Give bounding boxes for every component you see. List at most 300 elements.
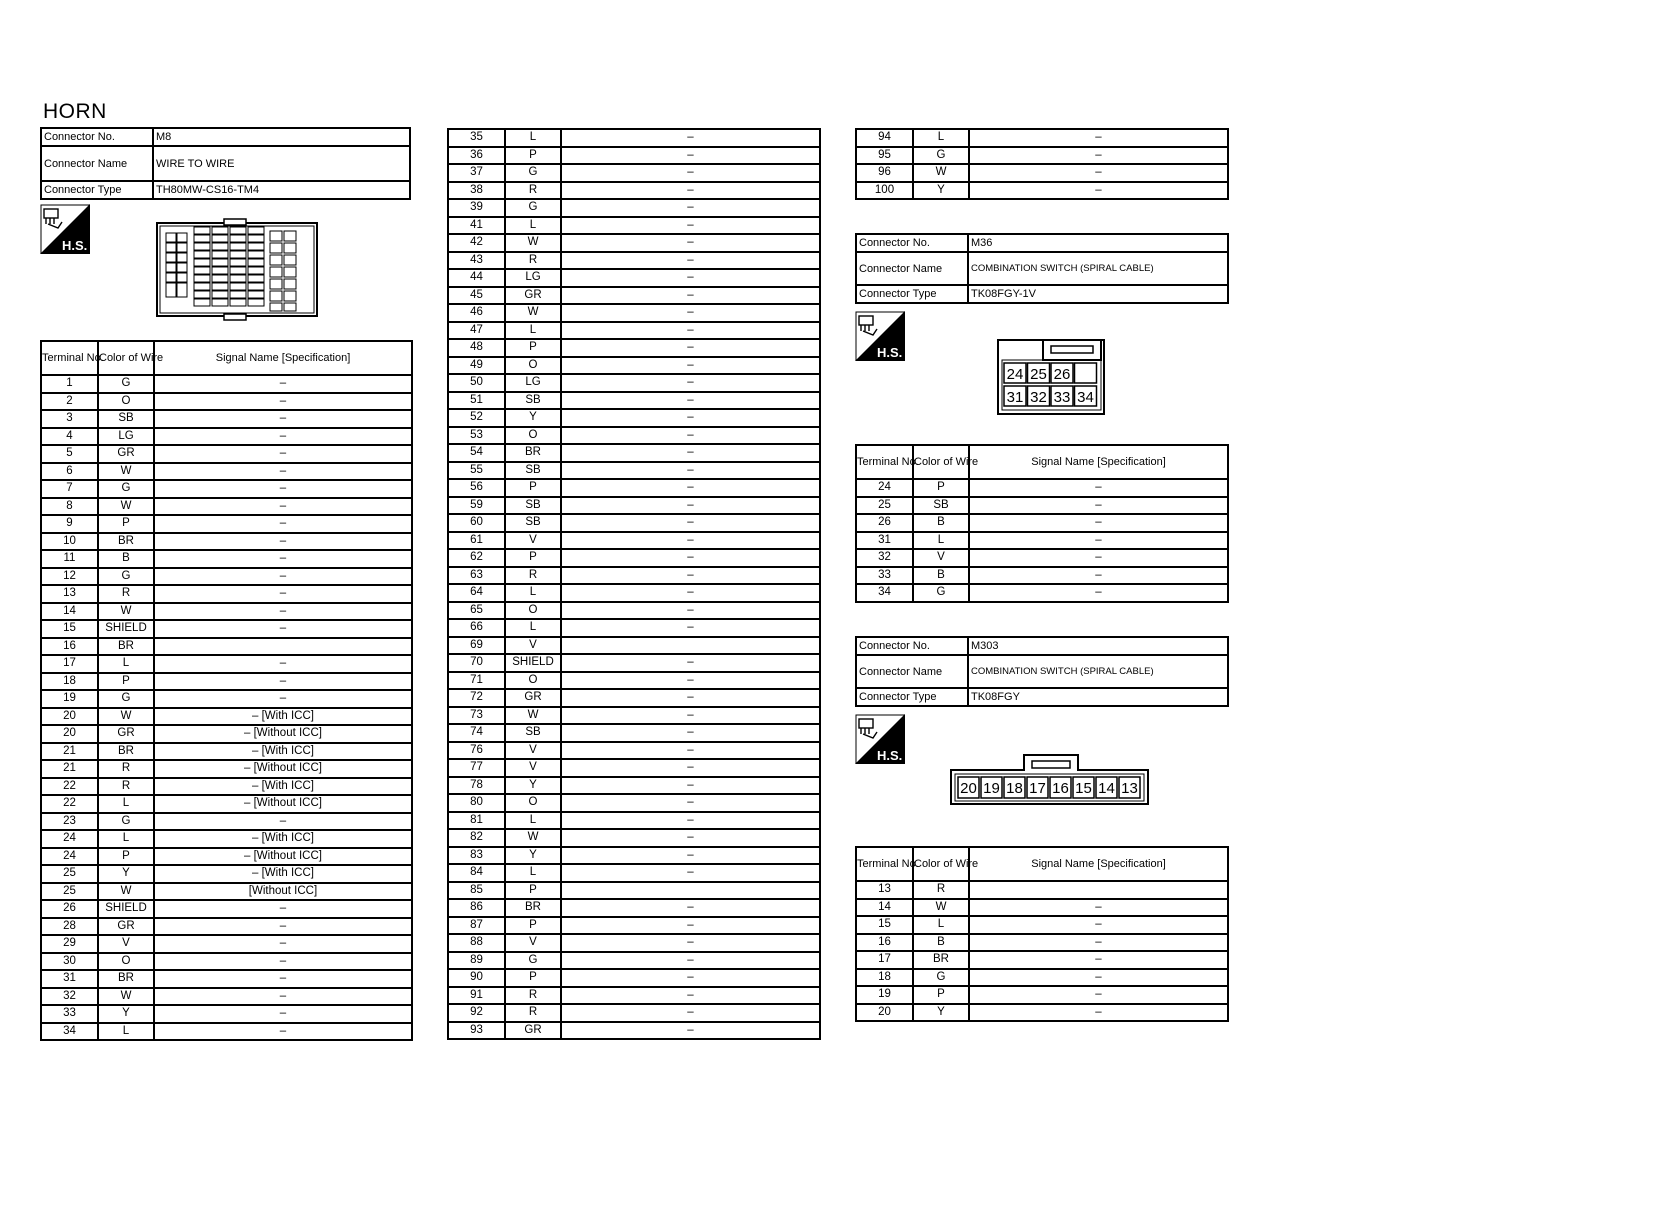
wire-color-cell: Y [505, 847, 561, 865]
wire-color-cell: SB [98, 410, 154, 428]
signal-cell: – [561, 164, 820, 182]
signal-cell: – [969, 147, 1228, 165]
terminal-cell: 53 [448, 427, 505, 445]
wire-color-cell: G [913, 147, 969, 165]
wire-color-cell: SHIELD [98, 900, 154, 918]
signal-cell: – [561, 1004, 820, 1022]
wire-color-cell: BR [505, 899, 561, 917]
pin-label: 31 [1006, 389, 1024, 406]
terminal-cell: 6 [41, 463, 98, 481]
table-row [448, 427, 820, 445]
signal-cell: – [561, 339, 820, 357]
signal-cell: – [561, 322, 820, 340]
terminal-cell: 9 [41, 515, 98, 533]
wire-color-cell: O [505, 672, 561, 690]
terminal-cell: 47 [448, 322, 505, 340]
table-row [856, 916, 1228, 934]
terminal-cell: 77 [448, 759, 505, 777]
wire-color-cell: O [505, 602, 561, 620]
signal-cell: – [561, 479, 820, 497]
wire-color-cell: R [505, 182, 561, 200]
table-row [448, 864, 820, 882]
table-row [448, 147, 820, 165]
wire-color-cell: P [913, 986, 969, 1004]
table-row [448, 917, 820, 935]
table-row [448, 374, 820, 392]
table-row [448, 532, 820, 550]
signal-cell [969, 881, 1228, 899]
wire-color-cell: W [505, 304, 561, 322]
wire-color-cell: W [98, 988, 154, 1006]
signal-cell: – [561, 392, 820, 410]
terminal-cell: 41 [448, 217, 505, 235]
wire-color-cell: BR [98, 638, 154, 656]
terminal-cell: 21 [41, 760, 98, 778]
table-row [856, 986, 1228, 1004]
terminal-cell: 29 [41, 935, 98, 953]
signal-cell: – [561, 409, 820, 427]
terminal-cell: 24 [41, 830, 98, 848]
table-row [448, 812, 820, 830]
signal-cell: – [561, 462, 820, 480]
wire-color-cell: L [505, 129, 561, 147]
table-row [856, 182, 1228, 200]
table-row [448, 724, 820, 742]
table-row [448, 602, 820, 620]
signal-cell: – [561, 1022, 820, 1040]
terminal-cell: 3 [41, 410, 98, 428]
signal-cell: – [561, 304, 820, 322]
signal-cell: – [561, 252, 820, 270]
signal-cell: – [561, 672, 820, 690]
m36-terminal-table [855, 444, 1229, 603]
signal-cell: – [561, 619, 820, 637]
table-row [448, 252, 820, 270]
terminal-cell: 37 [448, 164, 505, 182]
signal-cell: – [561, 987, 820, 1005]
signal-cell: – [969, 951, 1228, 969]
terminal-cell: 95 [856, 147, 913, 165]
signal-cell: – [561, 794, 820, 812]
terminal-header: Terminal No. [41, 341, 98, 375]
pin-label: 26 [1053, 366, 1071, 383]
terminal-cell: 36 [448, 147, 505, 165]
signal-cell [561, 882, 820, 900]
wire-color-cell: P [98, 515, 154, 533]
terminal-cell: 91 [448, 987, 505, 1005]
terminal-cell: 70 [448, 654, 505, 672]
wire-color-cell: P [505, 917, 561, 935]
terminal-cell: 65 [448, 602, 505, 620]
pin-label: 17 [1029, 780, 1046, 797]
table-row [448, 269, 820, 287]
wire-color-cell: G [913, 969, 969, 987]
terminal-header: Terminal No. [856, 847, 913, 881]
signal-cell: – [Without ICC] [154, 795, 412, 813]
terminal-cell: 13 [856, 881, 913, 899]
wire-color-cell: Y [913, 1004, 969, 1022]
wire-color-cell: P [505, 969, 561, 987]
table-row [41, 865, 412, 883]
table-row [856, 514, 1228, 532]
table-row [448, 129, 820, 147]
signal-cell: – [969, 584, 1228, 602]
table-row [856, 164, 1228, 182]
wire-color-cell: P [505, 339, 561, 357]
wire-color-cell: V [505, 742, 561, 760]
wire-color-cell: L [505, 584, 561, 602]
signal-cell: – [561, 724, 820, 742]
signal-cell: – [561, 864, 820, 882]
terminal-cell: 22 [41, 795, 98, 813]
terminal-cell: 82 [448, 829, 505, 847]
terminal-cell: 19 [856, 986, 913, 1004]
table-row [448, 304, 820, 322]
m8-connector-diagram [156, 219, 319, 321]
signal-cell: – [154, 970, 412, 988]
terminal-cell: 5 [41, 445, 98, 463]
terminal-cell: 31 [41, 970, 98, 988]
table-row [41, 690, 412, 708]
table-row [41, 708, 412, 726]
table-row [856, 549, 1228, 567]
connector-type-label: Connector Type [41, 181, 153, 199]
wire-color-cell: W [913, 899, 969, 917]
table-row [448, 777, 820, 795]
table-row [448, 182, 820, 200]
signal-cell: – [969, 532, 1228, 550]
wire-color-cell: SB [505, 462, 561, 480]
table-row [448, 584, 820, 602]
wire-color-cell: B [913, 514, 969, 532]
table-row [448, 1004, 820, 1022]
signal-cell: – [969, 916, 1228, 934]
signal-cell: – [561, 444, 820, 462]
wire-color-cell: L [98, 655, 154, 673]
terminal-cell: 22 [41, 778, 98, 796]
terminal-cell: 30 [41, 953, 98, 971]
signal-cell: – [561, 777, 820, 795]
table-row [41, 883, 412, 901]
terminal-cell: 43 [448, 252, 505, 270]
terminal-cell: 93 [448, 1022, 505, 1040]
wire-color-cell: B [98, 550, 154, 568]
signal-cell: – [561, 234, 820, 252]
signal-cell: – [969, 182, 1228, 200]
terminal-cell: 76 [448, 742, 505, 760]
wire-color-cell: O [98, 953, 154, 971]
signal-cell: – [969, 934, 1228, 952]
wire-color-cell: LG [505, 269, 561, 287]
terminal-cell: 45 [448, 287, 505, 305]
wire-color-cell: L [505, 217, 561, 235]
table-row [856, 934, 1228, 952]
hs-label: H.S. [877, 748, 903, 763]
signal-cell: – [561, 917, 820, 935]
wire-color-cell: V [505, 934, 561, 952]
table-row [41, 743, 412, 761]
signal-cell: – [969, 514, 1228, 532]
table-row [41, 760, 412, 778]
terminal-cell: 28 [41, 918, 98, 936]
table-row [856, 567, 1228, 585]
terminal-cell: 2 [41, 393, 98, 411]
wire-color-cell: V [505, 637, 561, 655]
signal-cell: – [154, 515, 412, 533]
table-row [41, 620, 412, 638]
signal-cell: – [154, 988, 412, 1006]
wire-color-cell: O [505, 357, 561, 375]
signal-cell: – [With ICC] [154, 865, 412, 883]
signal-cell: – [Without ICC] [154, 848, 412, 866]
terminal-cell: 33 [856, 567, 913, 585]
terminal-cell: 10 [41, 533, 98, 551]
connector-type-value: TH80MW-CS16-TM4 [153, 181, 410, 199]
signal-cell: – [561, 357, 820, 375]
table-row [448, 234, 820, 252]
connector-no-value: M303 [968, 637, 1228, 655]
table-row [41, 725, 412, 743]
connector-name-value: COMBINATION SWITCH (SPIRAL CABLE) [968, 655, 1228, 688]
signal-cell: – [Without ICC] [154, 760, 412, 778]
terminal-cell: 35 [448, 129, 505, 147]
wire-color-cell: BR [913, 951, 969, 969]
table-row [448, 409, 820, 427]
signal-cell: – [154, 1023, 412, 1041]
wire-color-cell: W [505, 829, 561, 847]
connector-type-label: Connector Type [856, 285, 968, 303]
table-row [41, 550, 412, 568]
table-row [41, 988, 412, 1006]
signal-cell: – [969, 899, 1228, 917]
table-row [448, 567, 820, 585]
wire-color-cell: SB [505, 392, 561, 410]
color-header: Color of Wire [913, 445, 969, 479]
signal-cell: – [561, 514, 820, 532]
hs-badge-icon [855, 311, 905, 361]
m36-connector-diagram [997, 339, 1105, 415]
terminal-cell: 61 [448, 532, 505, 550]
table-row [41, 445, 412, 463]
table-row [41, 515, 412, 533]
wire-color-cell: SB [505, 724, 561, 742]
signal-cell: – [With ICC] [154, 708, 412, 726]
signal-cell: – [969, 497, 1228, 515]
signal-cell: – [561, 217, 820, 235]
signal-header: Signal Name [Specification] [969, 445, 1228, 479]
table-row [41, 585, 412, 603]
wire-color-cell: R [505, 252, 561, 270]
table-row [448, 969, 820, 987]
wire-color-cell: B [913, 934, 969, 952]
table-row [41, 428, 412, 446]
table-row [41, 953, 412, 971]
table-row [448, 619, 820, 637]
signal-cell: – [154, 393, 412, 411]
table-row [448, 1022, 820, 1040]
terminal-cell: 12 [41, 568, 98, 586]
table-row [448, 549, 820, 567]
connector-name-label: Connector Name [856, 655, 968, 688]
terminal-cell: 50 [448, 374, 505, 392]
terminal-cell: 48 [448, 339, 505, 357]
table-row [856, 1004, 1228, 1022]
hs-label: H.S. [877, 345, 903, 360]
wire-color-cell: W [98, 498, 154, 516]
signal-cell: – [154, 585, 412, 603]
wire-color-cell: LG [98, 428, 154, 446]
terminal-cell: 46 [448, 304, 505, 322]
wire-color-cell: L [913, 532, 969, 550]
signal-cell: – [561, 654, 820, 672]
table-row [448, 199, 820, 217]
wire-color-cell: V [505, 532, 561, 550]
pin-label: 33 [1053, 389, 1071, 406]
terminal-cell: 73 [448, 707, 505, 725]
signal-cell: – [969, 549, 1228, 567]
table-row [41, 498, 412, 516]
terminal-cell: 13 [41, 585, 98, 603]
connector-no-label: Connector No. [41, 128, 153, 146]
wire-color-cell: GR [98, 445, 154, 463]
signal-cell: – [561, 497, 820, 515]
terminal-cell: 81 [448, 812, 505, 830]
signal-cell: – [154, 410, 412, 428]
connector-name-value: COMBINATION SWITCH (SPIRAL CABLE) [968, 252, 1228, 285]
m8-terminal-table-2 [447, 128, 821, 1040]
signal-cell: – [561, 182, 820, 200]
pin-label: 18 [1006, 780, 1023, 797]
signal-cell: – [561, 847, 820, 865]
wire-color-cell: Y [913, 182, 969, 200]
terminal-cell: 31 [856, 532, 913, 550]
table-row [448, 462, 820, 480]
wire-color-cell: R [505, 1004, 561, 1022]
table-row [448, 742, 820, 760]
pin-label: 16 [1052, 780, 1069, 797]
signal-cell: [Without ICC] [154, 883, 412, 901]
table-row [856, 951, 1228, 969]
terminal-cell: 20 [41, 725, 98, 743]
pin-label: 24 [1006, 366, 1024, 383]
table-row [41, 900, 412, 918]
terminal-cell: 11 [41, 550, 98, 568]
table-row [448, 672, 820, 690]
table-row [856, 479, 1228, 497]
wire-color-cell: L [98, 795, 154, 813]
table-row [41, 603, 412, 621]
terminal-cell: 80 [448, 794, 505, 812]
wire-color-cell: Y [98, 865, 154, 883]
wire-color-cell: P [505, 549, 561, 567]
wire-color-cell: BR [98, 743, 154, 761]
terminal-cell: 96 [856, 164, 913, 182]
table-row [41, 795, 412, 813]
terminal-cell: 34 [856, 584, 913, 602]
wire-color-cell: SB [913, 497, 969, 515]
wire-color-cell: L [913, 129, 969, 147]
terminal-cell: 64 [448, 584, 505, 602]
connector-no-value: M8 [153, 128, 410, 146]
wire-color-cell: P [505, 147, 561, 165]
table-row [448, 987, 820, 1005]
connector-name-label: Connector Name [41, 146, 153, 181]
table-row [41, 568, 412, 586]
table-row [448, 952, 820, 970]
table-row [448, 829, 820, 847]
signal-cell: – [154, 1005, 412, 1023]
terminal-cell: 51 [448, 392, 505, 410]
table-row [448, 444, 820, 462]
table-row [41, 673, 412, 691]
wire-color-cell: V [98, 935, 154, 953]
pin-label: 32 [1030, 389, 1047, 406]
terminal-cell: 86 [448, 899, 505, 917]
signal-cell: – [154, 498, 412, 516]
pin-label: 25 [1030, 366, 1047, 383]
wire-color-cell: W [913, 164, 969, 182]
signal-cell: – [561, 374, 820, 392]
wire-color-cell: L [913, 916, 969, 934]
connector-type-value: TK08FGY-1V [968, 285, 1228, 303]
page-title: HORN [43, 100, 107, 123]
signal-cell: – [969, 164, 1228, 182]
wire-color-cell: P [505, 479, 561, 497]
terminal-cell: 59 [448, 497, 505, 515]
wire-color-cell: BR [98, 970, 154, 988]
terminal-cell: 24 [41, 848, 98, 866]
terminal-cell: 49 [448, 357, 505, 375]
signal-cell: – [561, 532, 820, 550]
table-row [856, 532, 1228, 550]
terminal-cell: 17 [856, 951, 913, 969]
wire-color-cell: G [913, 584, 969, 602]
terminal-cell: 20 [856, 1004, 913, 1022]
terminal-cell: 60 [448, 514, 505, 532]
wire-color-cell: P [98, 673, 154, 691]
wire-color-cell: W [98, 883, 154, 901]
table-row [448, 759, 820, 777]
table-row [448, 882, 820, 900]
wire-color-cell: V [913, 549, 969, 567]
signal-cell: – [154, 375, 412, 393]
wire-color-cell: P [98, 848, 154, 866]
terminal-cell: 18 [41, 673, 98, 691]
table-row [448, 654, 820, 672]
pin-label: 20 [960, 780, 977, 797]
wire-color-cell: Y [505, 777, 561, 795]
m8-connector-info [40, 127, 411, 200]
table-row [41, 1023, 412, 1041]
table-row [448, 899, 820, 917]
terminal-cell: 18 [856, 969, 913, 987]
signal-cell: – [561, 269, 820, 287]
terminal-cell: 25 [41, 865, 98, 883]
pin-label: 34 [1077, 389, 1094, 406]
connector-no-label: Connector No. [856, 637, 968, 655]
wire-color-cell: SB [505, 497, 561, 515]
wire-color-cell: GR [505, 689, 561, 707]
terminal-cell: 56 [448, 479, 505, 497]
color-header: Color of Wire [98, 341, 154, 375]
terminal-cell: 92 [448, 1004, 505, 1022]
signal-cell: – [154, 953, 412, 971]
table-row [856, 899, 1228, 917]
signal-cell: – [561, 129, 820, 147]
terminal-cell: 1 [41, 375, 98, 393]
signal-cell: – [154, 935, 412, 953]
wire-color-cell: BR [505, 444, 561, 462]
